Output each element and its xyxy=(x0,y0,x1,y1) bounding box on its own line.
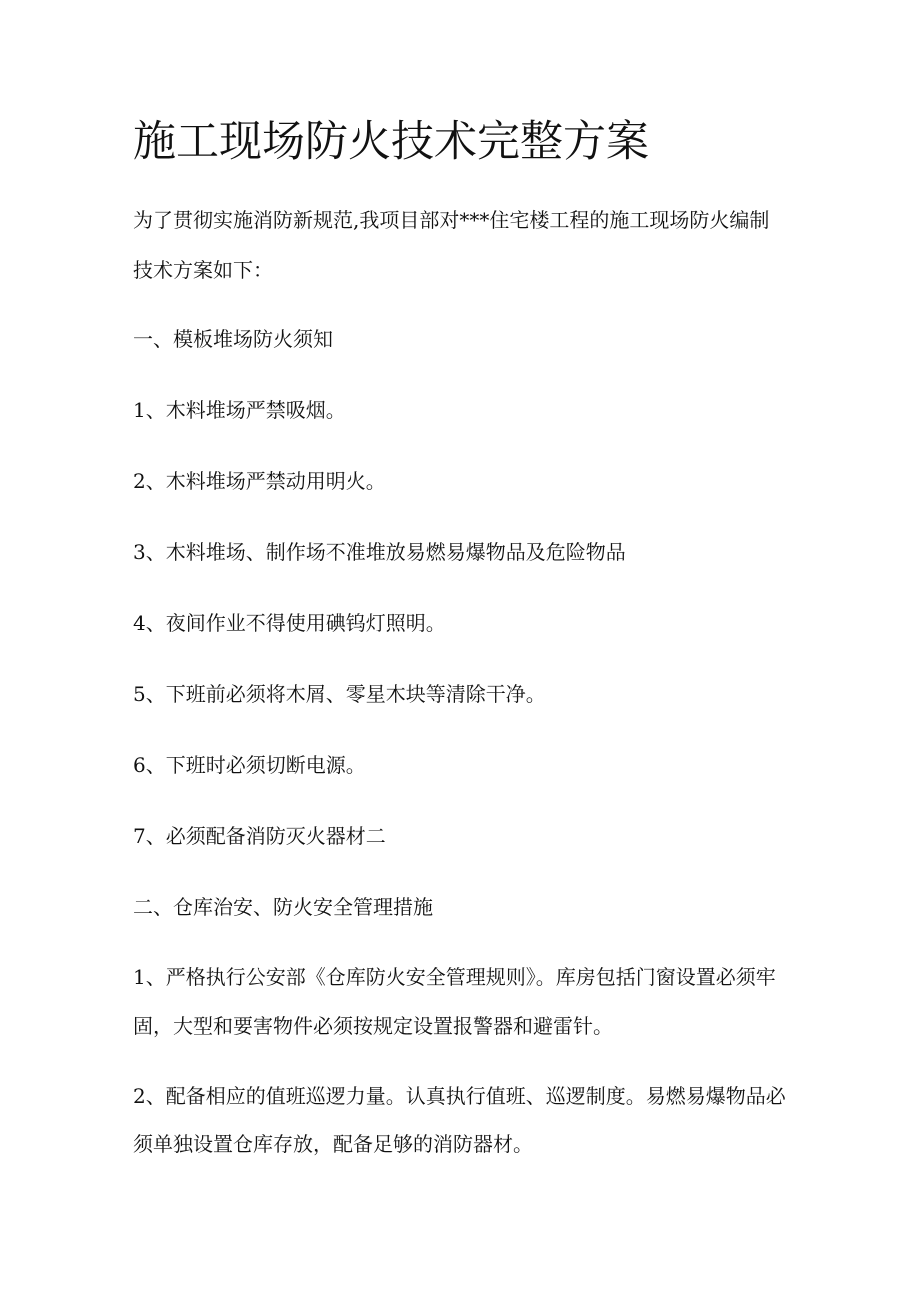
section-2-heading: 二、仓库治安、防火安全管理措施 xyxy=(133,895,433,919)
section-2-item-1-line-1: 1、严格执行公安部《仓库防火安全管理规则》。库房包括门窗设置必须牢 xyxy=(133,965,776,989)
section-2-item-2-line-2: 须单独设置仓库存放，配备足够的消防器材。 xyxy=(133,1132,533,1156)
section-1-item-2: 2、木料堆场严禁动用明火。 xyxy=(133,469,386,493)
section-1-item-7: 7、必须配备消防灭火器材二 xyxy=(133,824,386,848)
intro-line-1: 为了贯彻实施消防新规范,我项目部对***住宅楼工程的施工现场防火编制 xyxy=(133,208,770,232)
section-2-item-1-line-2: 固，大型和要害物件必须按规定设置报警器和避雷针。 xyxy=(133,1014,613,1038)
section-1-item-1: 1、木料堆场严禁吸烟。 xyxy=(133,398,346,422)
section-1-heading: 一、模板堆场防火须知 xyxy=(133,327,333,351)
intro-line-2: 技术方案如下： xyxy=(133,258,273,282)
section-2-item-2-line-1: 2、配备相应的值班巡逻力量。认真执行值班、巡逻制度。易燃易爆物品必 xyxy=(133,1084,786,1108)
section-1-item-5: 5、下班前必须将木屑、零星木块等清除干净。 xyxy=(133,682,546,706)
document-title: 施工现场防火技术完整方案 xyxy=(133,117,649,167)
section-1-item-6: 6、下班时必须切断电源。 xyxy=(133,753,366,777)
section-1-item-3: 3、木料堆场、制作场不准堆放易燃易爆物品及危险物品 xyxy=(133,540,626,564)
section-1-item-4: 4、夜间作业不得使用碘钨灯照明。 xyxy=(133,611,446,635)
